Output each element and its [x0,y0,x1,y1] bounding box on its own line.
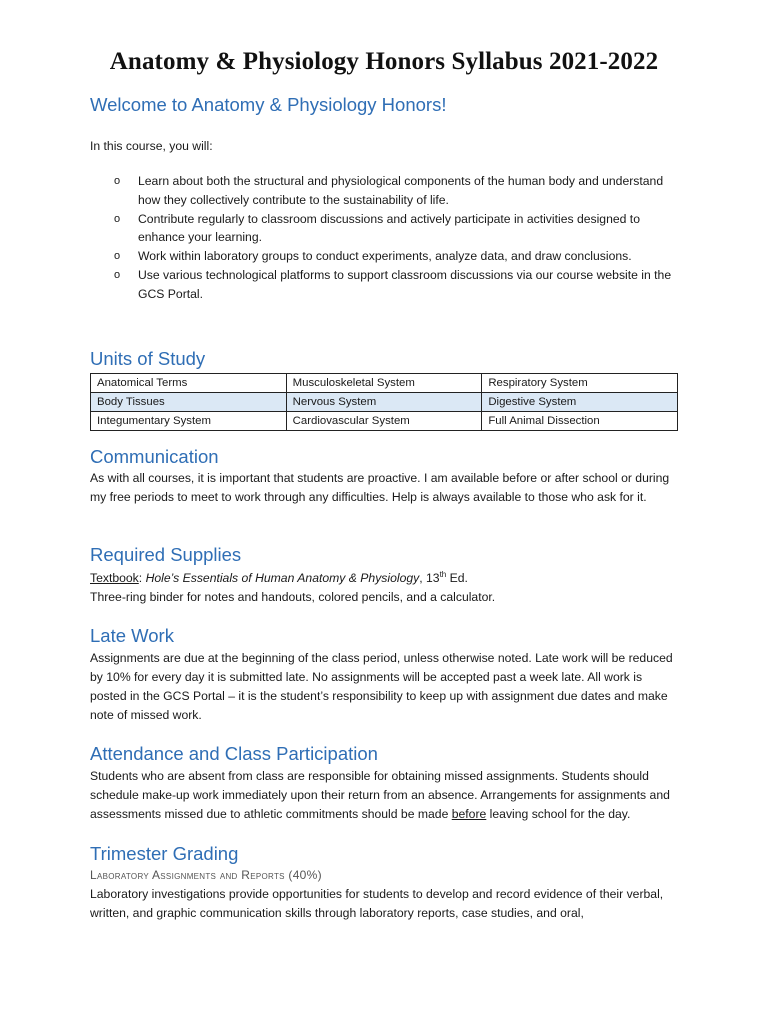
communication-heading: Communication [90,446,219,467]
table-cell: Anatomical Terms [91,374,287,393]
course-goals-list [90,172,680,304]
list-item-text: Contribute regularly to classroom discussions and actively participate in activities designed to enhance your learning. [138,211,640,245]
list-item [90,172,680,209]
late-work-heading: Late Work [90,625,174,646]
supplies-materials-line: Three-ring binder for notes and handouts, colored pencils, and a calculator. [90,590,496,604]
table-cell: Full Animal Dissection [482,412,678,431]
welcome-heading: Welcome to Anatomy & Physiology Honors! [90,94,447,115]
attendance-text [90,767,680,824]
welcome-intro: In this course, you will: [90,139,213,153]
table-row [91,374,678,393]
list-item [90,210,680,247]
textbook-label: Textbook [90,571,139,585]
attendance-text-part: Students who are absent from class are responsible for obtaining missed assignments. Students should schedule make-up work immediately upon their return from an absence. Arrangements for assignments and assessments missed due to athletic commitments should be made [90,769,670,821]
attendance-emphasis: before [451,807,487,821]
list-item-text: Use various technological platforms to support classroom discussions via our course website in the GCS Portal. [138,268,672,301]
units-table [90,373,678,431]
communication-text: As with all courses, it is important that students are proactive. I am available before or after school or during my free periods to meet to work through any difficulties. Help is always available to those who ask for it. [90,471,670,504]
grading-text: Laboratory investigations provide opportunities for students to develop and record evidence of their verbal, written, and graphic communication skills through laboratory reports, case studies, and oral, [90,887,664,920]
bullet-marker: o [114,175,121,187]
textbook-separator: : [138,571,146,585]
textbook-title: Hole’s Essentials of Human Anatomy & Physiology [145,571,420,585]
attendance-heading: Attendance and Class Participation [90,743,378,764]
table-row [91,412,678,431]
table-cell: Musculoskeletal System [286,374,482,393]
list-item-text: Learn about both the structural and physiological components of the human body and understand how they collectively contribute to the sustainability of life. [138,174,664,207]
list-item [90,247,680,266]
edition-prefix: , 13 [419,571,440,585]
edition-suffix: Ed. [446,571,468,585]
table-cell: Body Tissues [91,393,287,412]
table-cell: Digestive System [482,393,678,412]
units-heading: Units of Study [90,348,206,369]
bullet-marker: o [114,250,121,263]
document-title: Anatomy & Physiology Honors Syllabus 2021-2022 [109,48,659,75]
bullet-marker: o [114,212,121,225]
supplies-textbook-line [90,569,680,588]
bullet-marker: o [114,269,121,282]
table-cell: Nervous System [286,393,482,412]
table-cell: Respiratory System [482,374,678,393]
table-row [91,393,678,412]
grading-subheading: Laboratory Assignments and Reports (40%) [90,868,322,882]
list-item-text: Work within laboratory groups to conduct experiments, analyze data, and draw conclusions. [138,249,632,264]
table-cell: Cardiovascular System [286,412,482,431]
edition-superscript: th [439,569,447,579]
list-item [90,266,680,303]
supplies-heading: Required Supplies [90,544,242,565]
table-cell: Integumentary System [91,412,287,431]
attendance-text-part: leaving school for the day. [486,807,631,821]
late-work-text: Assignments are due at the beginning of the class period, unless otherwise noted. Late work will be reduced by 10% for every day it is submitted late. No assignments will be accepted past a week late. All work is posted in the GCS Portal – it is the student’s responsibility to keep up with assignment due dates and make note of missed work. [90,651,673,722]
grading-heading: Trimester Grading [90,843,239,864]
